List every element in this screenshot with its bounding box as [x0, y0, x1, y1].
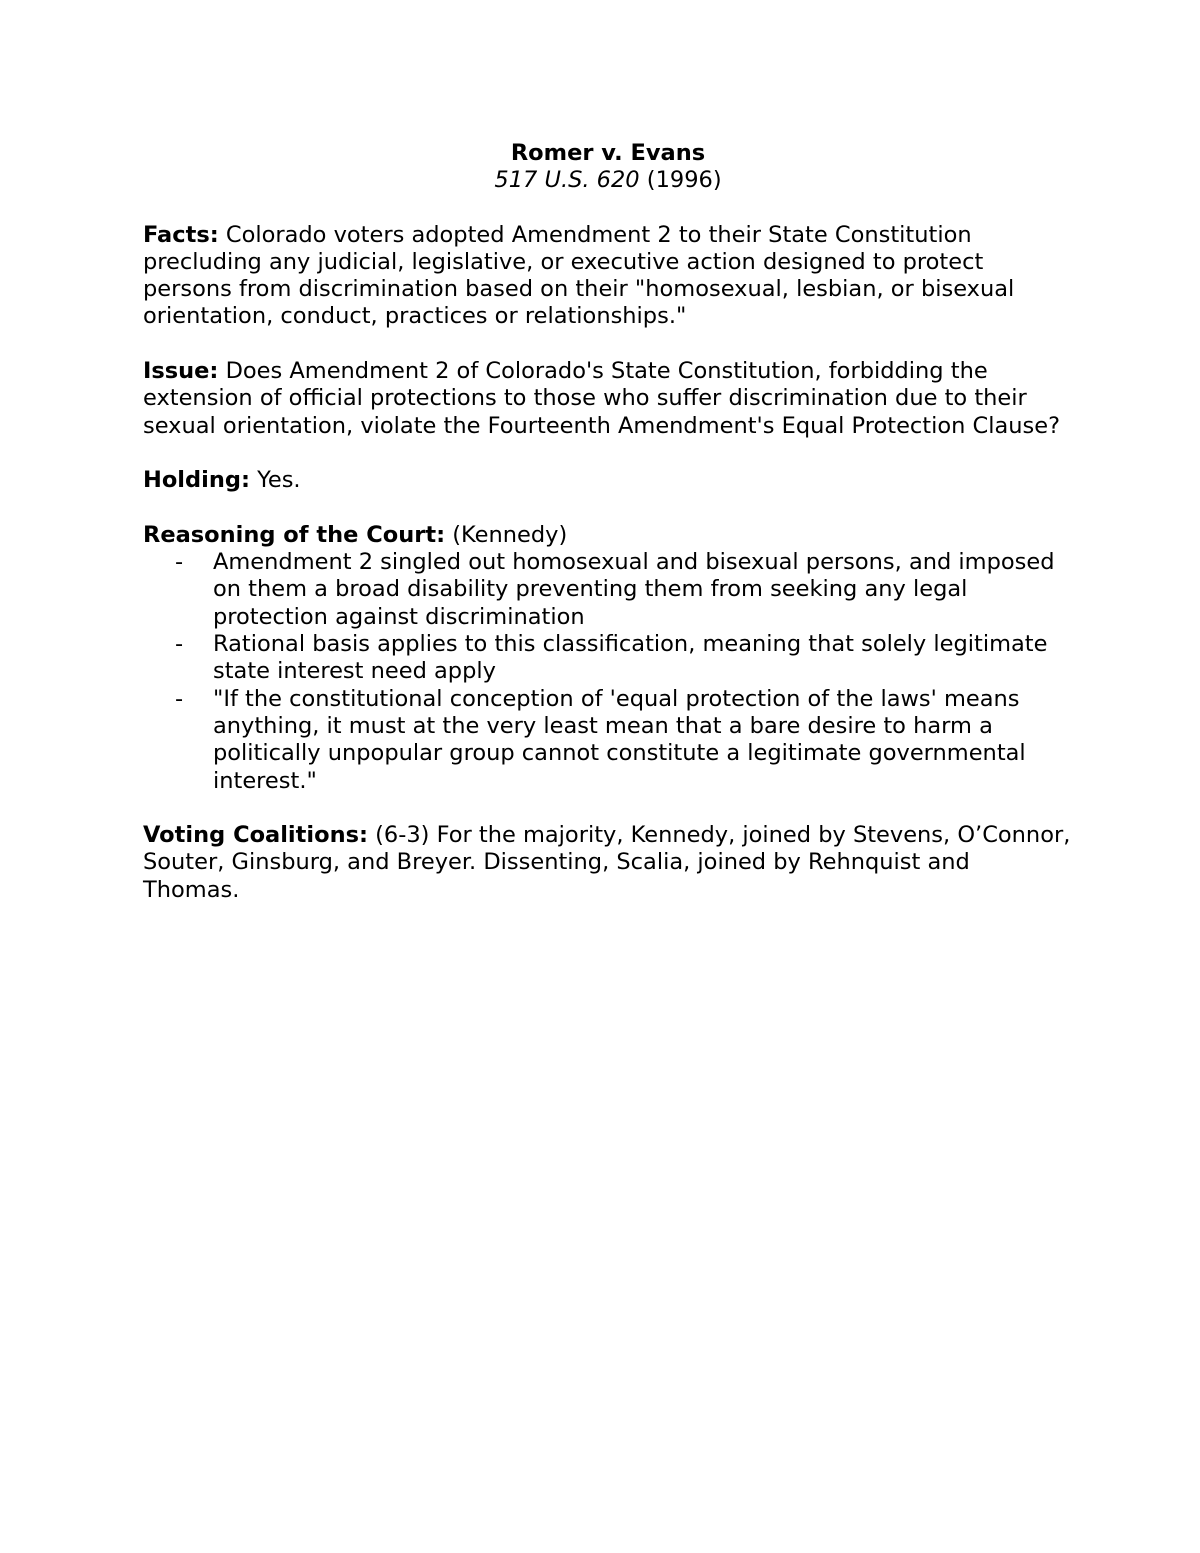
reasoning-list [143, 549, 1073, 795]
voting-text: (6-3) For the majority, Kennedy, joined by Stevens, O’Connor, Souter, Ginsburg, and Breyer. Dissenting, Scalia, joined by Rehnquist and Thomas. [143, 822, 1071, 903]
voting-section [143, 822, 1073, 904]
reasoning-label: Reasoning of the Court: [143, 521, 446, 548]
reasoning-item-text: Rational basis applies to this classification, meaning that solely legitimate state interest need apply [213, 631, 1048, 685]
case-citation [143, 167, 1073, 194]
reasoning-heading [143, 522, 1073, 549]
reasoning-section [143, 522, 1073, 795]
holding-text: Yes. [249, 467, 301, 494]
citation-year: (1996) [639, 167, 722, 194]
reasoning-item [143, 686, 1073, 795]
facts-text: Colorado voters adopted Amendment 2 to their State Constitution precluding any judicial, legislative, or executive action designed to protect persons from discrimination based on their "homosexual, lesbian, or bisexual orientation, conduct, practices or relationships." [143, 221, 1015, 330]
holding-section [143, 467, 1073, 494]
bullet-dash: - [175, 685, 184, 712]
reasoning-item [143, 549, 1073, 631]
reasoning-item [143, 631, 1073, 686]
bullet-dash: - [175, 631, 184, 658]
issue-text: Does Amendment 2 of Colorado's State Constitution, forbidding the extension of official protections to those who suffer discrimination due to their sexual orientation, violate the Fourteenth Amendment's Equal Protection Clause? [143, 358, 1061, 439]
facts-label: Facts: [143, 221, 219, 248]
voting-label: Voting Coalitions: [143, 822, 368, 849]
holding-label: Holding: [143, 467, 250, 494]
reasoning-author: (Kennedy) [445, 521, 568, 548]
reasoning-item-text: Amendment 2 singled out homosexual and bisexual persons, and imposed on them a broad disability preventing them from seeking any legal protection against discrimination [213, 549, 1055, 630]
issue-label: Issue: [143, 358, 219, 385]
document-page [143, 140, 1073, 931]
facts-section [143, 222, 1073, 331]
citation-reporter: 517 U.S. 620 [494, 167, 640, 194]
issue-section [143, 358, 1073, 440]
title-block [143, 140, 1073, 195]
case-title: Romer v. Evans [510, 140, 706, 166]
bullet-dash: - [175, 549, 184, 576]
reasoning-item-text: "If the constitutional conception of 'equal protection of the laws' means anything, it must at the very least mean that a bare desire to harm a politically unpopular group cannot constitute a legitimate governmental interest." [213, 685, 1026, 794]
